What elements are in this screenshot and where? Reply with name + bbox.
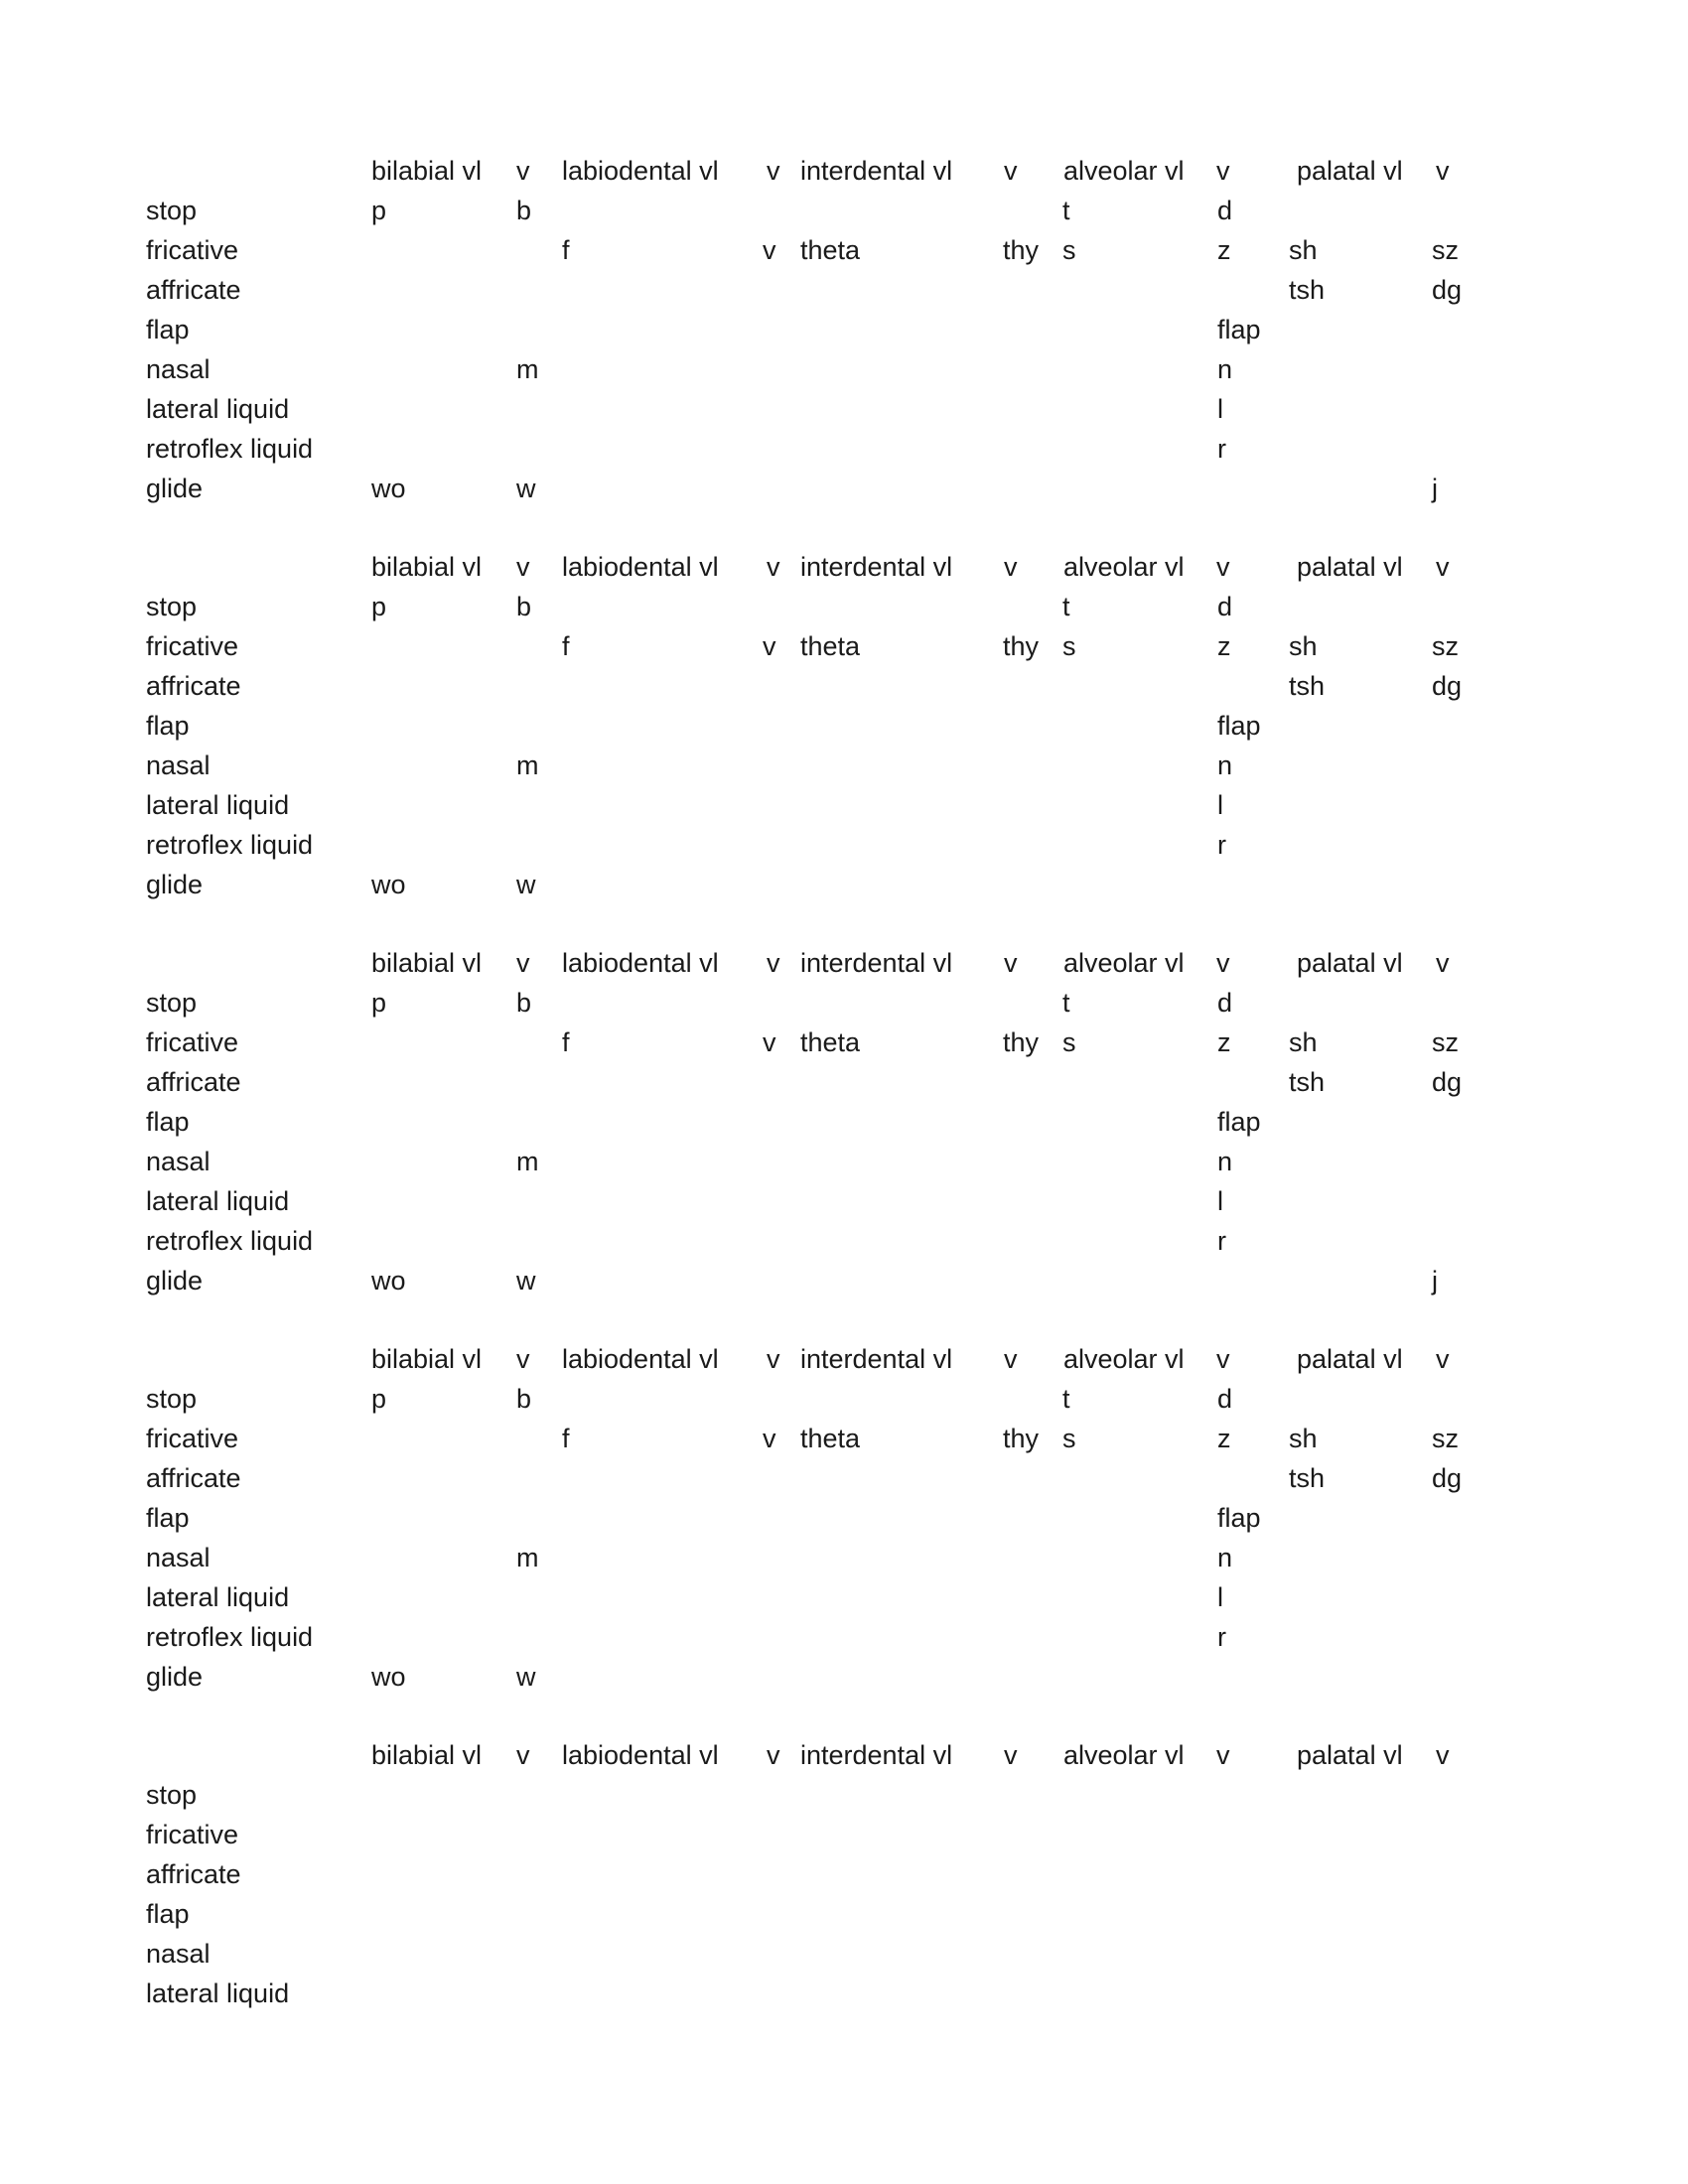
row-label: stop [146, 592, 198, 621]
table-cell: sz [1432, 631, 1459, 661]
table-cell: flap [1217, 711, 1261, 741]
table-cell: theta [800, 235, 861, 265]
table-cell: sh [1289, 1027, 1318, 1057]
table-row [0, 1419, 1688, 1458]
row-label: fricative [146, 631, 239, 661]
column-header: v [767, 1740, 780, 1770]
column-header: v [516, 156, 530, 186]
column-header: alveolar vl [1063, 948, 1185, 978]
row-label: stop [146, 1384, 198, 1414]
table-cell: v [763, 235, 776, 265]
row-label: glide [146, 474, 204, 503]
row-label: fricative [146, 1820, 239, 1849]
column-header: v [516, 1344, 530, 1374]
column-header: v [1216, 948, 1230, 978]
column-header: alveolar vl [1063, 1344, 1185, 1374]
table-cell: thy [1003, 235, 1040, 265]
table-cell: theta [800, 1424, 861, 1453]
table-row [0, 389, 1688, 429]
table-row [0, 825, 1688, 865]
table-cell: r [1217, 830, 1226, 860]
table-header-row [0, 943, 1688, 983]
column-header: labiodental vl [562, 948, 719, 978]
column-header: palatal vl [1297, 1344, 1403, 1374]
table-row [0, 1023, 1688, 1062]
table-row [0, 469, 1688, 508]
table-cell: wo [371, 1662, 406, 1692]
row-label: affricate [146, 275, 241, 305]
table-row [0, 1181, 1688, 1221]
table-cell: m [516, 1543, 539, 1572]
row-label: retroflex liquid [146, 1622, 314, 1652]
column-header: labiodental vl [562, 1740, 719, 1770]
column-header: v [1004, 156, 1018, 186]
column-header: v [1004, 1344, 1018, 1374]
column-header: v [516, 1740, 530, 1770]
table-cell: m [516, 1147, 539, 1176]
table-row [0, 706, 1688, 746]
row-label: flap [146, 1107, 190, 1137]
table-row [0, 1894, 1688, 1934]
table-row [0, 191, 1688, 230]
table-row [0, 1775, 1688, 1815]
row-label: lateral liquid [146, 1186, 290, 1216]
row-label: stop [146, 988, 198, 1018]
row-label: affricate [146, 1859, 241, 1889]
table-cell: n [1217, 1543, 1233, 1572]
row-label: flap [146, 1503, 190, 1533]
column-header: v [1004, 552, 1018, 582]
row-label: flap [146, 711, 190, 741]
column-header: bilabial vl [371, 1344, 483, 1374]
table-header-row [0, 547, 1688, 587]
column-header: v [516, 948, 530, 978]
row-label: stop [146, 1780, 198, 1810]
column-header: v [1436, 948, 1450, 978]
table-cell: w [516, 1662, 536, 1692]
table-cell: s [1062, 1424, 1076, 1453]
row-label: nasal [146, 751, 211, 780]
table-cell: tsh [1289, 1067, 1326, 1097]
table-cell: r [1217, 434, 1226, 464]
table-row [0, 1221, 1688, 1261]
column-header: alveolar vl [1063, 552, 1185, 582]
table-cell: wo [371, 1266, 406, 1296]
table-cell: z [1217, 631, 1231, 661]
table-cell: t [1062, 1384, 1070, 1414]
table-cell: f [562, 631, 570, 661]
row-label: stop [146, 196, 198, 225]
table-cell: flap [1217, 1503, 1261, 1533]
table-cell: v [763, 631, 776, 661]
table-row [0, 785, 1688, 825]
table-cell: b [516, 196, 532, 225]
column-header: interdental vl [800, 552, 953, 582]
table-cell: z [1217, 1424, 1231, 1453]
table-cell: w [516, 1266, 536, 1296]
table-cell: dg [1432, 671, 1463, 701]
table-row [0, 429, 1688, 469]
column-header: labiodental vl [562, 552, 719, 582]
table-row [0, 626, 1688, 666]
row-label: nasal [146, 1147, 211, 1176]
row-label: glide [146, 1662, 204, 1692]
row-label: affricate [146, 1463, 241, 1493]
table-cell: thy [1003, 631, 1040, 661]
column-header: v [1004, 948, 1018, 978]
table-cell: l [1217, 1186, 1223, 1216]
table-row [0, 1498, 1688, 1538]
table-cell: tsh [1289, 1463, 1326, 1493]
table-row [0, 1577, 1688, 1617]
table-cell: d [1217, 592, 1233, 621]
table-cell: b [516, 1384, 532, 1414]
column-header: bilabial vl [371, 552, 483, 582]
table-header-row [0, 1339, 1688, 1379]
row-label: glide [146, 870, 204, 899]
table-cell: sh [1289, 631, 1318, 661]
row-label: lateral liquid [146, 790, 290, 820]
column-header: v [1436, 156, 1450, 186]
table-cell: t [1062, 196, 1070, 225]
table-row [0, 1854, 1688, 1894]
column-header: interdental vl [800, 1344, 953, 1374]
column-header: v [1004, 1740, 1018, 1770]
table-row [0, 1142, 1688, 1181]
table-cell: thy [1003, 1027, 1040, 1057]
table-row [0, 270, 1688, 310]
table-row [0, 666, 1688, 706]
table-row [0, 349, 1688, 389]
table-row [0, 746, 1688, 785]
table-row [0, 1102, 1688, 1142]
table-cell: z [1217, 1027, 1231, 1057]
table-cell: d [1217, 1384, 1233, 1414]
table-cell: p [371, 1384, 387, 1414]
row-label: lateral liquid [146, 394, 290, 424]
table-cell: wo [371, 870, 406, 899]
table-cell: sh [1289, 1424, 1318, 1453]
row-label: fricative [146, 235, 239, 265]
table-cell: n [1217, 1147, 1233, 1176]
column-header: v [1436, 552, 1450, 582]
column-header: v [767, 156, 780, 186]
row-label: retroflex liquid [146, 434, 314, 464]
table-row [0, 1974, 1688, 2013]
column-header: v [1436, 1344, 1450, 1374]
column-header: interdental vl [800, 156, 953, 186]
column-header: alveolar vl [1063, 1740, 1185, 1770]
table-row [0, 587, 1688, 626]
column-header: labiodental vl [562, 156, 719, 186]
row-label: flap [146, 315, 190, 344]
column-header: v [1216, 156, 1230, 186]
row-label: lateral liquid [146, 1979, 290, 2008]
table-cell: f [562, 235, 570, 265]
table-cell: sh [1289, 235, 1318, 265]
table-cell: r [1217, 1226, 1226, 1256]
table-cell: j [1432, 474, 1438, 503]
row-label: flap [146, 1899, 190, 1929]
column-header: v [767, 1344, 780, 1374]
table-cell: r [1217, 1622, 1226, 1652]
row-label: nasal [146, 1543, 211, 1572]
table-cell: tsh [1289, 671, 1326, 701]
table-cell: m [516, 751, 539, 780]
table-cell: sz [1432, 1424, 1459, 1453]
table-cell: t [1062, 592, 1070, 621]
table-cell: thy [1003, 1424, 1040, 1453]
table-cell: p [371, 592, 387, 621]
table-row [0, 1815, 1688, 1854]
table-cell: l [1217, 790, 1223, 820]
table-row [0, 1934, 1688, 1974]
table-cell: p [371, 196, 387, 225]
row-label: lateral liquid [146, 1582, 290, 1612]
table-cell: j [1432, 1266, 1438, 1296]
table-cell: l [1217, 394, 1223, 424]
column-header: interdental vl [800, 1740, 953, 1770]
table-cell: sz [1432, 1027, 1459, 1057]
row-label: retroflex liquid [146, 1226, 314, 1256]
table-cell: v [763, 1027, 776, 1057]
row-label: fricative [146, 1027, 239, 1057]
table-cell: d [1217, 196, 1233, 225]
table-header-row [0, 1735, 1688, 1775]
row-label: affricate [146, 1067, 241, 1097]
column-header: bilabial vl [371, 948, 483, 978]
table-row [0, 1261, 1688, 1300]
table-cell: flap [1217, 1107, 1261, 1137]
table-row [0, 230, 1688, 270]
table-row [0, 310, 1688, 349]
column-header: palatal vl [1297, 156, 1403, 186]
column-header: v [1216, 552, 1230, 582]
table-row [0, 1617, 1688, 1657]
table-row [0, 983, 1688, 1023]
row-label: nasal [146, 354, 211, 384]
column-header: v [1436, 1740, 1450, 1770]
table-cell: l [1217, 1582, 1223, 1612]
row-label: affricate [146, 671, 241, 701]
table-cell: dg [1432, 1067, 1463, 1097]
table-cell: sz [1432, 235, 1459, 265]
table-cell: flap [1217, 315, 1261, 344]
table-cell: v [763, 1424, 776, 1453]
table-cell: theta [800, 1027, 861, 1057]
column-header: palatal vl [1297, 1740, 1403, 1770]
table-header-row [0, 151, 1688, 191]
row-label: nasal [146, 1939, 211, 1969]
column-header: v [767, 948, 780, 978]
column-header: bilabial vl [371, 156, 483, 186]
table-row [0, 1379, 1688, 1419]
table-cell: dg [1432, 1463, 1463, 1493]
column-header: bilabial vl [371, 1740, 483, 1770]
table-row [0, 1538, 1688, 1577]
table-row [0, 865, 1688, 904]
table-cell: s [1062, 235, 1076, 265]
table-cell: wo [371, 474, 406, 503]
table-cell: s [1062, 631, 1076, 661]
table-cell: dg [1432, 275, 1463, 305]
table-cell: f [562, 1027, 570, 1057]
row-label: retroflex liquid [146, 830, 314, 860]
column-header: palatal vl [1297, 948, 1403, 978]
column-header: v [1216, 1740, 1230, 1770]
row-label: glide [146, 1266, 204, 1296]
table-cell: b [516, 988, 532, 1018]
column-header: v [767, 552, 780, 582]
table-cell: z [1217, 235, 1231, 265]
column-header: labiodental vl [562, 1344, 719, 1374]
column-header: v [516, 552, 530, 582]
table-cell: theta [800, 631, 861, 661]
table-cell: n [1217, 354, 1233, 384]
column-header: v [1216, 1344, 1230, 1374]
column-header: alveolar vl [1063, 156, 1185, 186]
table-row [0, 1062, 1688, 1102]
table-cell: b [516, 592, 532, 621]
column-header: palatal vl [1297, 552, 1403, 582]
row-label: fricative [146, 1424, 239, 1453]
column-header: interdental vl [800, 948, 953, 978]
table-cell: n [1217, 751, 1233, 780]
table-row [0, 1458, 1688, 1498]
table-cell: m [516, 354, 539, 384]
table-cell: tsh [1289, 275, 1326, 305]
table-cell: p [371, 988, 387, 1018]
table-cell: t [1062, 988, 1070, 1018]
table-cell: w [516, 870, 536, 899]
table-cell: w [516, 474, 536, 503]
table-cell: d [1217, 988, 1233, 1018]
table-row [0, 1657, 1688, 1697]
table-cell: f [562, 1424, 570, 1453]
table-cell: s [1062, 1027, 1076, 1057]
